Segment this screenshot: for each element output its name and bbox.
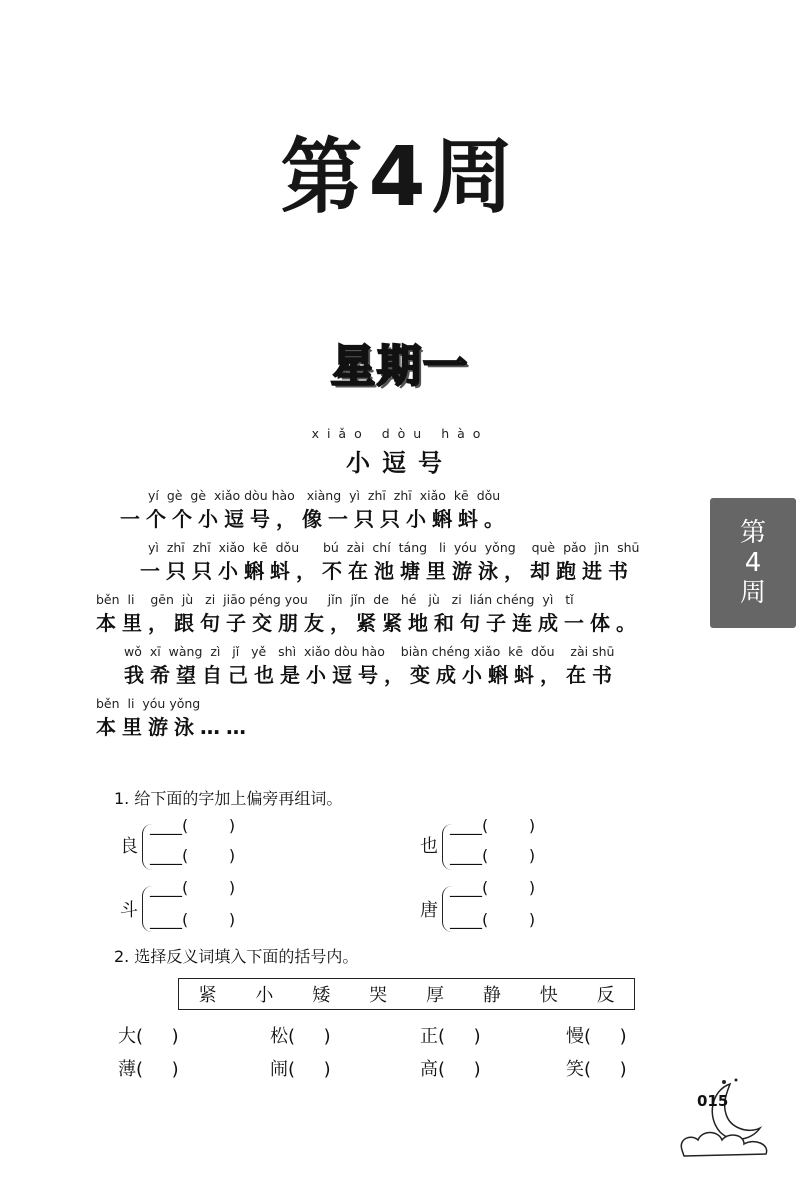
exercise1-char-4: 唐 <box>420 900 438 921</box>
antonym-item[interactable]: 正( ) <box>420 1026 481 1047</box>
blank-2b[interactable]: ____( ) <box>450 846 536 865</box>
antonym-item[interactable]: 慢( ) <box>566 1026 627 1047</box>
antonym-item[interactable]: 笑( ) <box>566 1059 627 1080</box>
pinyin-line: běn li yóu yǒng <box>96 696 201 711</box>
exercise1-title: 1. 给下面的字加上偏旁再组词。 <box>114 789 343 808</box>
side-tab-char-2: 4 <box>744 548 762 578</box>
antonym-item[interactable]: 松( ) <box>270 1026 331 1047</box>
pinyin-line: běn li gēn jù zi jiāo péng you jǐn jǐn de hé jù zi lián chéng yì tǐ <box>96 592 574 607</box>
antonym-item[interactable]: 闹( ) <box>270 1059 331 1080</box>
blank-1b[interactable]: ____( ) <box>150 846 236 865</box>
antonym-item[interactable]: 高( ) <box>420 1059 481 1080</box>
text-line: 我希望自己也是小逗号，变成小蝌蚪，在书 <box>124 663 618 687</box>
option-word: 矮 <box>312 985 331 1006</box>
blank-4a[interactable]: ____( ) <box>450 878 536 897</box>
antonym-item[interactable]: 大( ) <box>118 1026 179 1047</box>
poem-line-2 <box>140 540 640 584</box>
option-word: 小 <box>255 985 274 1006</box>
blank-2a[interactable]: ____( ) <box>450 816 536 835</box>
text-line: 本里，跟句子交朋友，紧紧地和句子连成一体。 <box>96 611 642 635</box>
blank-3b[interactable]: ____( ) <box>150 910 236 929</box>
option-word: 快 <box>539 985 558 1006</box>
day-title: 星期一 <box>331 341 469 392</box>
text-line: 本里游泳…… <box>96 715 252 739</box>
poem-line-3 <box>96 592 642 636</box>
week-title: 第4周 <box>280 130 520 225</box>
exercise1-char-2: 也 <box>420 836 438 857</box>
blank-3a[interactable]: ____( ) <box>150 878 236 897</box>
moon-cloud-icon <box>672 1076 782 1160</box>
page-number: 015 <box>697 1092 729 1110</box>
exercise1-char-1: 良 <box>120 836 138 857</box>
blank-1a[interactable]: ____( ) <box>150 816 236 835</box>
poem-line-4 <box>124 644 618 688</box>
option-word: 哭 <box>369 985 388 1006</box>
antonym-item[interactable]: 薄( ) <box>118 1059 179 1080</box>
text-line: 一只只小蝌蚪，不在池塘里游泳，却跑进书 <box>140 559 634 583</box>
pinyin-line: yí gè gè xiǎo dòu hào xiàng yì zhī zhī xiǎo kē dǒu <box>148 488 501 503</box>
poem-line-5 <box>96 696 252 740</box>
option-word: 紧 <box>198 985 217 1006</box>
poem-title-block <box>0 426 800 478</box>
exercise2-title: 2. 选择反义词填入下面的括号内。 <box>114 947 359 966</box>
poem-title-pinyin: xiǎo dòu hào <box>311 426 489 441</box>
option-word: 反 <box>596 985 615 1006</box>
word-options-box <box>178 978 635 1010</box>
option-word: 厚 <box>425 985 444 1006</box>
exercise1-char-3: 斗 <box>120 900 138 921</box>
pinyin-line: wǒ xī wàng zì jǐ yě shì xiǎo dòu hào biàn chéng xiǎo kē dǒu zài shū <box>124 644 615 659</box>
side-tab-char-1: 第 <box>739 518 766 548</box>
poem-line-1 <box>120 488 510 532</box>
side-tab-char-3: 周 <box>739 578 766 608</box>
text-line: 一个个小逗号，像一只只小蝌蚪。 <box>120 507 510 531</box>
option-word: 静 <box>482 985 501 1006</box>
pinyin-line: yì zhī zhī xiǎo kē dǒu bú zài chí táng li yóu yǒng què pǎo jìn shū <box>148 540 640 555</box>
poem-title: 小逗号 <box>346 449 454 477</box>
blank-4b[interactable]: ____( ) <box>450 910 536 929</box>
side-tab <box>710 498 796 628</box>
